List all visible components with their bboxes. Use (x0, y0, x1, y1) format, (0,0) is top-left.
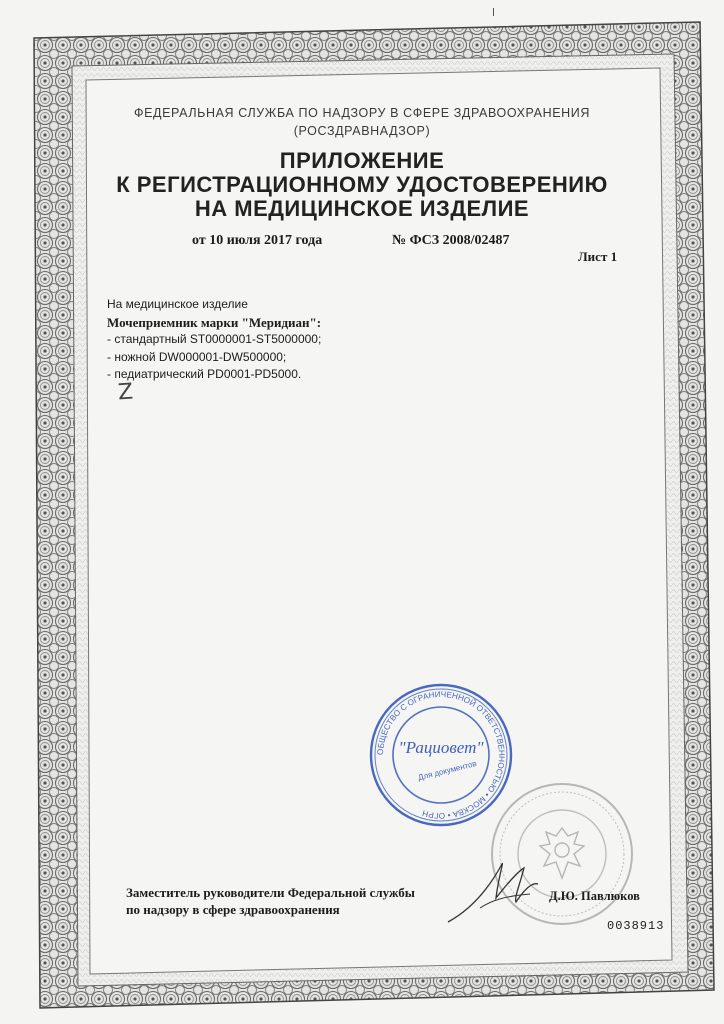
signature (440, 850, 550, 930)
device-intro: На медицинское изделие (107, 297, 248, 311)
title-line-3: НА МЕДИЦИНСКОЕ ИЗДЕЛИЕ (194, 196, 530, 221)
title-line-1: ПРИЛОЖЕНИЕ (279, 148, 445, 173)
agency-abbreviation: (РОСЗДРАВНАДЗОР) (293, 124, 431, 138)
agency-name: ФЕДЕРАЛЬНАЯ СЛУЖБА ПО НАДЗОРУ В СФЕРЕ ЗДРАВООХРАНЕНИЯ (134, 106, 590, 120)
sheet-number: Лист 1 (578, 249, 618, 264)
device-variant: - педиатрический PD0001-PD5000. (107, 367, 302, 381)
handwritten-mark: Z (117, 379, 134, 406)
stamp-sub-text: Для документов (417, 758, 478, 783)
title-line-2: К РЕГИСТРАЦИОННОМУ УДОСТОВЕРЕНИЮ (116, 172, 608, 197)
registration-number: № ФСЗ 2008/02487 (392, 233, 510, 248)
signatory-position-line-2: по надзору в сфере здравоохранения (126, 902, 340, 917)
device-variant: - ножной DW000001-DW500000; (107, 349, 287, 364)
device-variant: - стандартный ST0000001-ST5000000; (107, 332, 322, 346)
stamp-center-text: "Рациовет" (398, 738, 484, 757)
registration-date: от 10 июля 2017 года (192, 233, 323, 248)
device-name: Мочеприемник марки "Меридиан": (107, 314, 322, 330)
signatory-name: Д.Ю. Павлюков (549, 889, 640, 903)
device-description (107, 296, 321, 384)
signatory-position-line-1: Заместитель руководители Федеральной службы (126, 885, 415, 900)
form-serial-number: 0038913 (607, 919, 665, 933)
stamp-ring-text: ОБЩЕСТВО С ОГРАНИЧЕННОЙ ОТВЕТСТВЕННОСТЬЮ • МОСКВА • ОГРН (375, 689, 507, 821)
scan-speck (493, 8, 494, 16)
signatory-position (126, 884, 415, 918)
